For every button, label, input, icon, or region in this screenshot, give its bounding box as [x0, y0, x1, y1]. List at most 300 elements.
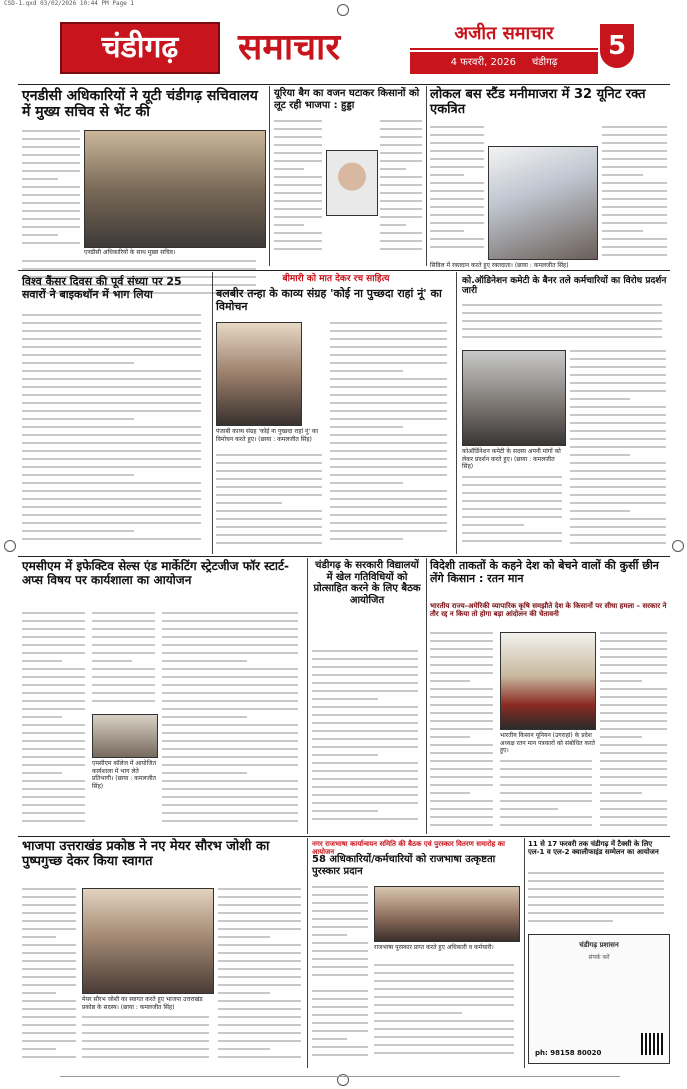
text-line	[312, 674, 418, 676]
text-line	[380, 240, 422, 242]
article-kicker: नगर राजभाषा कार्यान्वयन समिति की बैठक एवं पुरस्कार वितरण समारोह का आयोजन	[312, 840, 505, 857]
divider	[524, 838, 525, 1068]
text-line	[22, 514, 201, 516]
text-line	[602, 190, 667, 192]
article-body	[380, 120, 424, 260]
text-line	[570, 494, 666, 496]
text-line	[162, 796, 298, 798]
text-line	[570, 534, 666, 536]
photo-caption: एनडीसी अधिकारियों के साथ मुख्य सचिव।	[84, 249, 266, 258]
qr-code-icon	[641, 1033, 663, 1055]
text-line	[462, 532, 562, 534]
text-line	[462, 312, 662, 314]
text-line	[22, 154, 80, 156]
text-line	[22, 1000, 76, 1002]
divider	[426, 86, 427, 266]
text-line	[330, 466, 447, 468]
text-line	[82, 1048, 209, 1050]
text-line	[22, 668, 85, 670]
text-line	[218, 984, 301, 986]
divider	[307, 558, 308, 834]
text-line	[528, 880, 664, 882]
text-line	[312, 1006, 368, 1008]
text-line	[570, 462, 666, 464]
ad-phone: ph: 98158 80020	[535, 1049, 602, 1057]
text-line	[274, 128, 322, 130]
text-line	[22, 912, 76, 914]
article-body	[430, 632, 496, 832]
text-line	[374, 972, 514, 974]
text-line	[22, 130, 80, 132]
text-line	[462, 508, 562, 510]
text-line	[330, 402, 447, 404]
text-line	[462, 492, 562, 494]
text-line	[22, 748, 85, 750]
text-line	[602, 214, 667, 216]
text-line	[22, 538, 201, 540]
text-line	[380, 200, 422, 202]
text-line	[462, 484, 562, 486]
text-line	[374, 964, 514, 966]
text-line	[330, 514, 447, 516]
text-line	[216, 502, 282, 504]
text-line	[22, 764, 85, 766]
text-line	[22, 330, 201, 332]
text-line	[22, 378, 201, 380]
text-line	[430, 166, 484, 168]
text-line	[430, 230, 464, 232]
text-line	[462, 320, 662, 322]
text-line	[22, 1016, 76, 1018]
text-line	[312, 730, 418, 732]
registration-mark	[672, 540, 684, 552]
text-line	[312, 926, 368, 928]
text-line	[430, 664, 493, 666]
text-line	[374, 1028, 514, 1030]
text-line	[570, 446, 666, 448]
text-line	[22, 960, 76, 962]
text-line	[22, 186, 80, 188]
text-line	[216, 494, 322, 496]
text-line	[274, 144, 322, 146]
text-line	[22, 676, 85, 678]
text-line	[92, 668, 155, 670]
text-line	[22, 628, 85, 630]
text-line	[312, 894, 368, 896]
text-line	[274, 168, 304, 170]
article-body	[312, 886, 370, 986]
text-line	[430, 206, 484, 208]
text-line	[312, 974, 368, 976]
text-line	[312, 966, 368, 968]
text-line	[82, 1056, 209, 1058]
text-line	[570, 438, 666, 440]
text-line	[22, 530, 134, 532]
text-line	[22, 442, 201, 444]
text-line	[330, 370, 403, 372]
text-line	[312, 1038, 347, 1040]
text-line	[600, 640, 667, 642]
text-line	[312, 682, 418, 684]
text-line	[312, 910, 368, 912]
text-line	[22, 756, 85, 758]
text-line	[22, 944, 76, 946]
text-line	[602, 150, 667, 152]
text-line	[500, 784, 592, 786]
text-line	[162, 620, 298, 622]
text-line	[430, 246, 484, 248]
text-line	[22, 346, 201, 348]
text-line	[92, 684, 155, 686]
text-line	[218, 1016, 301, 1018]
text-line	[22, 1048, 56, 1050]
text-line	[430, 134, 484, 136]
text-line	[162, 628, 298, 630]
text-line	[22, 936, 56, 938]
text-line	[430, 182, 484, 184]
text-line	[380, 136, 422, 138]
text-line	[92, 692, 155, 694]
text-line	[570, 470, 666, 472]
text-line	[374, 1012, 462, 1014]
text-line	[218, 936, 270, 938]
text-line	[330, 442, 447, 444]
text-line	[22, 684, 85, 686]
text-line	[570, 518, 666, 520]
text-line	[600, 800, 667, 802]
divider	[212, 272, 213, 554]
article-body	[330, 322, 452, 550]
text-line	[22, 426, 201, 428]
article-headline: लोकल बस स्टैंड मनीमाजरा में 32 यूनिट रक्त एकत्रित	[430, 87, 646, 117]
text-line	[330, 482, 403, 484]
text-line	[162, 612, 298, 614]
article-photo	[374, 886, 520, 942]
text-line	[500, 816, 592, 818]
text-line	[312, 942, 368, 944]
text-line	[92, 612, 155, 614]
text-line	[22, 812, 85, 814]
text-line	[274, 160, 322, 162]
text-line	[22, 522, 201, 524]
text-line	[22, 410, 201, 412]
text-line	[22, 458, 201, 460]
divider	[269, 86, 270, 266]
text-line	[22, 474, 134, 476]
text-line	[500, 768, 592, 770]
text-line	[312, 998, 368, 1000]
article-headline: विश्व कैंसर दिवस की पूर्व संध्या पर 25 सवारों ने बाइकथॉन में भाग लिया	[22, 275, 182, 301]
text-line	[430, 704, 493, 706]
article-body	[462, 304, 670, 346]
text-line	[216, 534, 322, 536]
photo-caption: एमसीएम कॉलेज में आयोजित कार्यशाला में भाग लेते प्रतिभागी। (छाया : कमलजीत सिंह)	[92, 760, 158, 796]
text-line	[274, 192, 322, 194]
text-line	[274, 216, 322, 218]
text-line	[600, 672, 667, 674]
text-line	[22, 796, 85, 798]
text-line	[600, 680, 642, 682]
text-line	[312, 818, 418, 820]
text-line	[312, 918, 368, 920]
text-line	[22, 636, 85, 638]
text-line	[22, 804, 85, 806]
text-line	[218, 944, 301, 946]
text-line	[274, 248, 322, 250]
text-line	[274, 232, 322, 234]
text-line	[600, 656, 667, 658]
text-line	[430, 784, 493, 786]
text-line	[22, 984, 76, 986]
text-line	[218, 1008, 301, 1010]
text-line	[600, 704, 667, 706]
text-line	[330, 346, 447, 348]
text-line	[22, 506, 201, 508]
text-line	[218, 888, 301, 890]
text-line	[600, 808, 667, 810]
article-headline: विदेशी ताकतों के कहने देश को बेचने वालों की कुर्सी छीन लेंगे किसान : रतन मान	[430, 559, 659, 585]
masthead	[60, 18, 628, 76]
text-line	[374, 980, 514, 982]
text-line	[162, 708, 298, 710]
divider	[426, 558, 427, 834]
text-line	[600, 720, 667, 722]
text-line	[500, 776, 592, 778]
text-line	[82, 1032, 209, 1034]
text-line	[602, 134, 667, 136]
text-line	[312, 786, 418, 788]
text-line	[312, 706, 418, 708]
text-line	[274, 152, 322, 154]
article-body	[22, 888, 78, 1064]
text-line	[274, 208, 322, 210]
text-line	[312, 778, 418, 780]
article-body	[22, 612, 88, 832]
text-line	[528, 872, 664, 874]
text-line	[312, 698, 378, 700]
text-line	[312, 666, 418, 668]
text-line	[312, 990, 368, 992]
text-line	[22, 660, 62, 662]
text-line	[312, 650, 418, 652]
newspaper-brand: अजीत समाचार	[410, 20, 598, 50]
text-line	[600, 792, 642, 794]
text-line	[218, 960, 301, 962]
advertisement[interactable]	[528, 934, 670, 1064]
text-line	[430, 760, 493, 762]
text-line	[22, 740, 85, 742]
text-line	[430, 776, 493, 778]
text-line	[330, 506, 447, 508]
text-line	[216, 454, 322, 456]
text-line	[218, 1032, 301, 1034]
text-line	[602, 246, 667, 248]
text-line	[218, 896, 301, 898]
text-line	[330, 410, 447, 412]
text-line	[430, 680, 470, 682]
text-line	[92, 652, 155, 654]
text-line	[600, 784, 667, 786]
article-headline: चंडीगढ़ के सरकारी विद्यालयों में खेल गतिविधियों को प्रोत्साहित करने के लिए बैठक आयोजित	[313, 560, 421, 606]
text-line	[22, 338, 201, 340]
article-body	[462, 476, 566, 550]
text-line	[570, 350, 666, 352]
text-line	[602, 126, 667, 128]
text-line	[570, 542, 666, 544]
text-line	[92, 636, 155, 638]
text-line	[92, 644, 155, 646]
text-line	[92, 620, 155, 622]
text-line	[162, 684, 298, 686]
text-line	[430, 728, 493, 730]
text-line	[430, 744, 493, 746]
text-line	[600, 752, 667, 754]
text-line	[602, 198, 667, 200]
text-line	[312, 810, 378, 812]
text-line	[216, 462, 322, 464]
text-line	[430, 696, 493, 698]
text-line	[500, 824, 592, 826]
text-line	[330, 330, 447, 332]
text-line	[330, 418, 447, 420]
article-body	[274, 120, 324, 260]
text-line	[430, 126, 484, 128]
text-line	[22, 402, 201, 404]
text-line	[602, 238, 667, 240]
text-line	[22, 418, 134, 420]
text-line	[218, 968, 301, 970]
text-line	[330, 490, 447, 492]
text-line	[430, 222, 484, 224]
text-line	[330, 386, 447, 388]
text-line	[570, 454, 630, 456]
text-line	[216, 510, 322, 512]
text-line	[528, 912, 664, 914]
text-line	[216, 470, 322, 472]
text-line	[430, 672, 493, 674]
text-line	[570, 486, 666, 488]
text-line	[216, 518, 322, 520]
text-line	[330, 354, 447, 356]
text-line	[92, 676, 155, 678]
text-line	[600, 712, 667, 714]
text-line	[312, 902, 368, 904]
article-body	[216, 454, 326, 550]
text-line	[430, 142, 484, 144]
text-line	[312, 934, 347, 936]
text-line	[22, 1056, 76, 1058]
text-line	[162, 748, 298, 750]
text-line	[22, 780, 85, 782]
issue-city: चंडीगढ़	[531, 57, 558, 68]
text-line	[430, 174, 464, 176]
text-line	[92, 628, 155, 630]
text-line	[22, 644, 85, 646]
text-line	[162, 716, 247, 718]
text-line	[312, 762, 418, 764]
text-line	[312, 658, 418, 660]
text-line	[430, 198, 484, 200]
text-line	[500, 800, 592, 802]
text-line	[22, 466, 201, 468]
article-body	[430, 126, 486, 254]
text-line	[374, 988, 514, 990]
article-photo	[326, 150, 378, 216]
text-line	[216, 526, 322, 528]
text-line	[162, 780, 298, 782]
text-line	[570, 366, 666, 368]
article-body	[22, 130, 82, 250]
text-line	[500, 808, 558, 810]
text-line	[602, 174, 643, 176]
text-line	[312, 950, 368, 952]
text-line	[312, 738, 418, 740]
text-line	[430, 158, 484, 160]
text-line	[162, 692, 298, 694]
text-line	[330, 474, 447, 476]
text-line	[600, 768, 667, 770]
text-line	[462, 500, 562, 502]
text-line	[22, 820, 85, 822]
text-line	[274, 120, 322, 122]
text-line	[602, 222, 667, 224]
text-line	[22, 450, 201, 452]
article-photo	[488, 146, 598, 260]
issue-date: 4 फरवरी, 2026	[450, 57, 516, 68]
registration-mark	[4, 540, 16, 552]
text-line	[22, 178, 58, 180]
article-photo	[92, 714, 158, 758]
article-headline: 11 से 17 फरवरी तक चंडीगढ़ में टैक्सी के लिए एल-1 व एल-2 क्वालीफाइंड सम्मेलन का आयोजन	[528, 840, 659, 857]
text-line	[22, 314, 201, 316]
text-line	[92, 660, 132, 662]
text-line	[22, 1008, 76, 1010]
text-line	[218, 1040, 301, 1042]
text-line	[380, 192, 422, 194]
text-line	[600, 728, 667, 730]
text-line	[162, 724, 298, 726]
text-line	[380, 184, 422, 186]
article-photo	[84, 130, 266, 248]
text-line	[312, 1022, 368, 1024]
text-line	[380, 216, 422, 218]
text-line	[374, 996, 514, 998]
text-line	[218, 920, 301, 922]
text-line	[312, 690, 418, 692]
text-line	[22, 322, 201, 324]
text-line	[380, 208, 422, 210]
text-line	[22, 1032, 76, 1034]
text-line	[312, 754, 378, 756]
text-line	[162, 740, 298, 742]
text-line	[380, 248, 422, 250]
text-line	[430, 736, 470, 738]
text-line	[218, 952, 301, 954]
text-line	[312, 722, 418, 724]
text-line	[380, 120, 422, 122]
text-line	[430, 816, 493, 818]
text-line	[430, 824, 493, 826]
text-line	[330, 450, 447, 452]
text-line	[380, 144, 422, 146]
dateline	[410, 52, 598, 74]
text-line	[22, 162, 80, 164]
text-line	[500, 760, 592, 762]
article-body	[500, 760, 596, 832]
text-line	[570, 382, 666, 384]
text-line	[380, 224, 406, 226]
text-line	[600, 816, 667, 818]
